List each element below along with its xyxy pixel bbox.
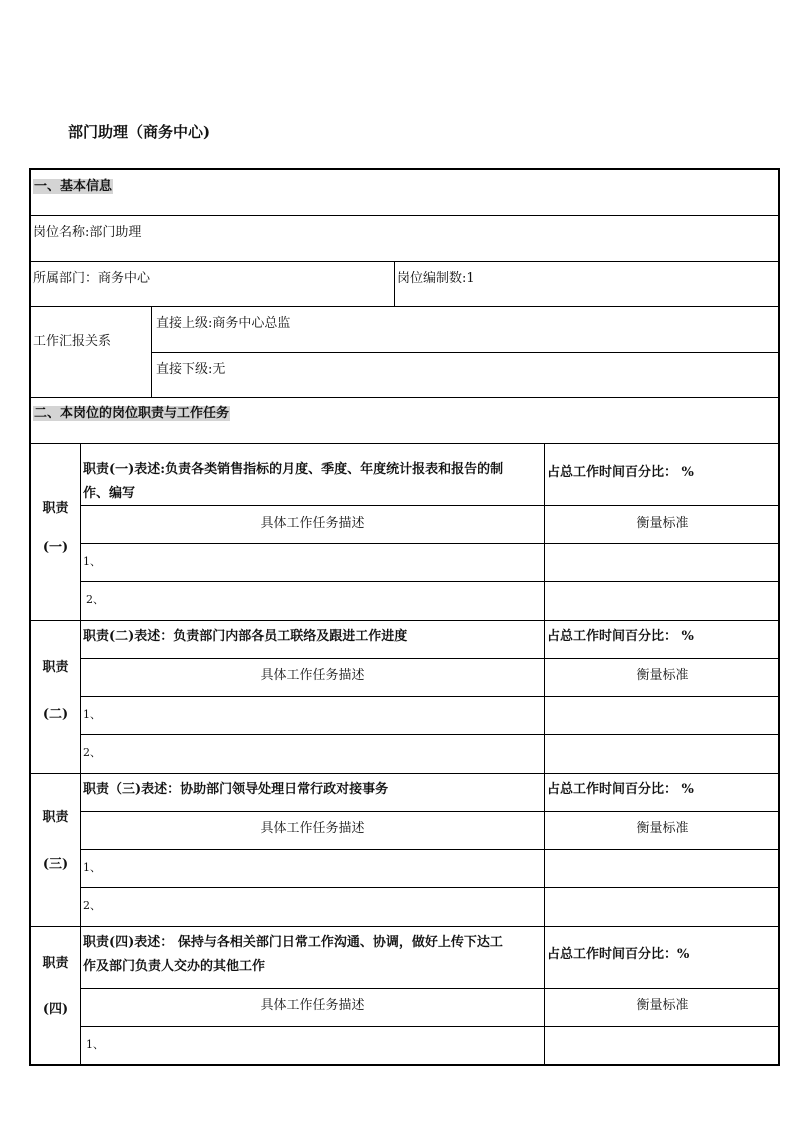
task-item: 1、: [86, 1038, 104, 1051]
measure-standard-header: 衡量标准: [636, 821, 689, 836]
duty-label-bottom: (二): [42, 707, 69, 722]
headcount: 岗位编制数:1: [397, 271, 475, 286]
duty-label-bottom: (一): [42, 540, 69, 555]
row-divider: [31, 261, 780, 262]
row-divider: [80, 849, 780, 850]
duty-label-top: 职责: [42, 501, 69, 516]
department: 所属部门：商务中心: [33, 271, 151, 286]
task-description-header: 具体工作任务描述: [260, 668, 365, 683]
row-divider: [80, 734, 780, 735]
task-description-header: 具体工作任务描述: [260, 516, 365, 531]
row-divider: [80, 696, 780, 697]
row-divider: [31, 397, 780, 398]
duty-description-line1: 职责(四)表述： 保持与各相关部门日常工作沟通、协调，做好上传下达工: [83, 935, 503, 950]
page-title: 部门助理（商务中心): [68, 123, 211, 141]
section-heading-text: 一、基本信息: [34, 179, 113, 194]
row-divider: [31, 926, 780, 927]
duty-time-percent: 占总工作时间百分比：%: [547, 947, 690, 962]
row-divider: [151, 352, 780, 353]
duty-label-top: 职责: [42, 956, 69, 971]
col-divider: [544, 443, 545, 1066]
row-divider: [80, 658, 780, 659]
task-item: 1、: [83, 708, 101, 721]
task-item: 1、: [83, 555, 101, 568]
col-divider: [80, 443, 81, 1066]
reporting-relation-label: 工作汇报关系: [33, 334, 112, 349]
task-item: 2、: [83, 746, 101, 759]
col-divider: [151, 306, 152, 398]
duty-description-line1: 职责（三)表述：协助部门领导处理日常行政对接事务: [83, 782, 389, 797]
row-divider: [31, 306, 780, 307]
row-divider: [31, 773, 780, 774]
col-divider: [394, 261, 395, 307]
duty-description-line1: 职责(一)表述:负责各类销售指标的月度、季度、年度统计报表和报告的制: [83, 462, 504, 477]
duty-description-line1: 职责(二)表述：负责部门内部各员工联络及跟进工作进度: [83, 629, 408, 644]
row-divider: [80, 811, 780, 812]
row-divider: [31, 620, 780, 621]
section-heading-text: 二、本岗位的岗位职责与工作任务: [34, 406, 230, 421]
section-heading-duties: [33, 403, 230, 425]
task-description-header: 具体工作任务描述: [260, 821, 365, 836]
row-divider: [31, 443, 780, 444]
duty-label-bottom: (四): [42, 1002, 69, 1017]
measure-standard-header: 衡量标准: [636, 516, 689, 531]
task-item: 1、: [83, 861, 101, 874]
measure-standard-header: 衡量标准: [636, 668, 689, 683]
direct-subordinate: 直接下级:无: [156, 362, 226, 377]
duty-time-percent: 占总工作时间百分比： %: [547, 782, 694, 797]
row-divider: [80, 581, 780, 582]
task-item: 2、: [86, 593, 104, 606]
duty-description-line2: 作、编写: [83, 486, 136, 501]
duty-label-top: 职责: [42, 660, 69, 675]
duty-label-bottom: (三): [42, 857, 69, 872]
row-divider: [31, 215, 780, 216]
row-divider: [80, 505, 780, 506]
task-item: 2、: [83, 899, 101, 912]
row-divider: [80, 543, 780, 544]
measure-standard-header: 衡量标准: [636, 998, 689, 1013]
duty-time-percent: 占总工作时间百分比： %: [547, 629, 694, 644]
job-description-table: [29, 168, 780, 1066]
section-heading-basic-info: [33, 176, 113, 198]
duty-label-top: 职责: [42, 810, 69, 825]
direct-superior: 直接上级:商务中心总监: [156, 316, 291, 331]
job-name: 岗位名称:部门助理: [33, 225, 142, 240]
row-divider: [80, 887, 780, 888]
row-divider: [80, 988, 780, 989]
task-description-header: 具体工作任务描述: [260, 998, 365, 1013]
row-divider: [80, 1026, 780, 1027]
duty-time-percent: 占总工作时间百分比： %: [547, 465, 694, 480]
duty-description-line2: 作及部门负责人交办的其他工作: [83, 959, 266, 974]
